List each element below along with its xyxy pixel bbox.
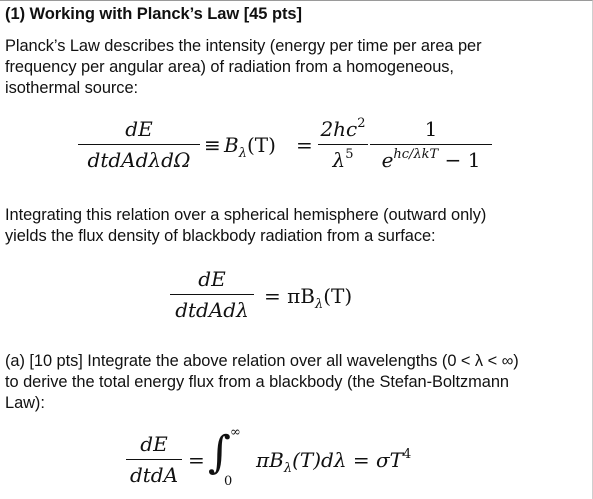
intro-paragraph	[5, 36, 585, 99]
eq2-rhs-text: = πB	[264, 284, 315, 308]
eq3-lhs-fraction	[126, 432, 182, 487]
eq1-b-sub: λ	[238, 146, 247, 161]
eq1-lhs-numerator: dE	[125, 117, 153, 141]
eq1-first-numerator	[318, 117, 368, 141]
eq1-first-num-sup: 2	[357, 116, 366, 131]
integral-lower-limit: 0	[224, 474, 233, 489]
eq2-b-sub: λ	[314, 297, 324, 312]
eq1-first-num-text: 2hc	[320, 117, 358, 141]
eq1-first-denominator	[318, 148, 368, 172]
eq2-lhs-denominator: dtdAdλ	[175, 298, 249, 322]
eq2-lhs-fraction	[170, 267, 254, 322]
eq1-equals-sign: =	[296, 133, 313, 157]
part-a-paragraph	[5, 351, 585, 414]
eq3-lhs-numerator: dE	[140, 432, 168, 456]
eq3-equals-sign: =	[188, 448, 205, 472]
part-a-line: to derive the total energy flux from a blackbody (the Stefan-Boltzmann	[5, 373, 509, 391]
eq1-second-numerator: 1	[424, 117, 438, 141]
eq1-b-lambda	[224, 133, 276, 161]
eq1-minus-one: − 1	[444, 148, 481, 172]
integral-sign: ∫	[208, 427, 231, 478]
eq1-exp-base: e	[381, 148, 394, 172]
integrate-line: Integrating this relation over a spherical hemisphere (outward only)	[5, 206, 487, 224]
integrate-paragraph	[5, 205, 585, 247]
integral-upper-limit: ∞	[230, 425, 241, 440]
eq3-integrand: πB	[256, 448, 284, 472]
eq3-b-sub: λ	[283, 461, 293, 476]
part-a-line: Law):	[5, 394, 45, 412]
eq1-first-fraction	[318, 117, 368, 172]
eq3-lhs-denominator: dtdA	[129, 463, 179, 487]
eq1-lhs-denominator: dtdAdλdΩ	[87, 148, 191, 172]
intro-line: Planck’s Law describes the intensity (energy per time per area per	[5, 37, 482, 55]
eq1-equiv-sign: ≡	[204, 133, 221, 157]
eq2-lhs-numerator: dE	[198, 267, 226, 291]
eq1-second-fraction	[370, 117, 492, 172]
eq1-lhs-fraction	[78, 117, 200, 172]
eq1-b: B	[224, 133, 239, 157]
problem-title: (1) Working with Planck’s Law [45 pts]	[5, 5, 302, 23]
eq1-first-den-text: λ	[332, 148, 346, 172]
part-a-line: (a) [10 pts] Integrate the above relation over all wavelengths (0 < λ < ∞)	[5, 352, 519, 370]
intro-line: frequency per angular area) of radiation from a homogeneous,	[5, 58, 454, 76]
eq3-rhs	[256, 447, 412, 476]
eq3-power: 4	[402, 447, 412, 462]
eq2-b-arg: (T)	[323, 284, 353, 308]
intro-line: isothermal source:	[5, 79, 139, 97]
integrate-line: yields the flux density of blackbody radiation from a surface:	[5, 227, 436, 245]
eq1-b-arg: (T)	[246, 133, 276, 157]
eq2-rhs	[264, 284, 353, 312]
eq3-integrand-tail: (T)dλ = σT	[292, 448, 403, 472]
eq1-first-den-sup: 5	[345, 147, 354, 162]
eq1-exp-power: hc/λkT	[393, 147, 439, 162]
eq1-second-denominator	[370, 148, 492, 172]
